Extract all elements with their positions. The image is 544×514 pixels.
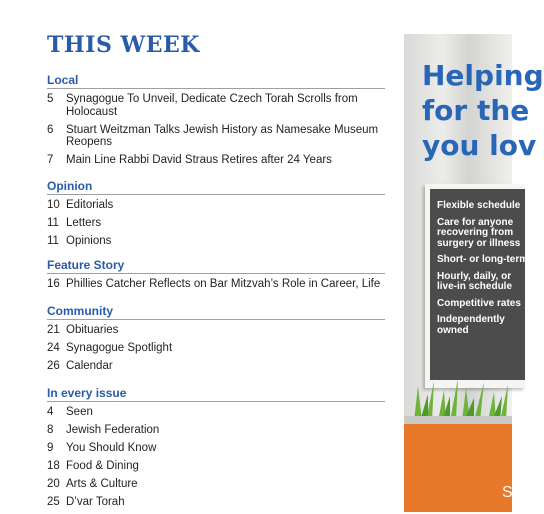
page-number: 25 (47, 496, 60, 508)
ad-feature: Flexible schedule (437, 200, 521, 211)
toc-entry[interactable] (47, 217, 385, 230)
entry-title: Stuart Weitzman Talks Jewish History as Namesake Museum Reopens (66, 123, 379, 148)
ad-headline (422, 58, 544, 163)
page-number: 6 (47, 123, 54, 136)
toc-entry[interactable] (47, 342, 385, 355)
section-feature-story (47, 258, 385, 296)
toc-entry[interactable] (47, 406, 385, 419)
toc-entry[interactable] (47, 93, 385, 118)
toc-entry[interactable] (47, 460, 385, 473)
page-number: 7 (47, 154, 54, 166)
toc-entry[interactable] (47, 360, 385, 373)
ad-headline-line: Helping (422, 59, 544, 92)
section-heading[interactable]: Feature Story (47, 258, 385, 274)
toc-entry[interactable] (47, 278, 385, 291)
ad-feature-panel (425, 184, 529, 388)
section-heading[interactable]: Opinion (47, 179, 385, 195)
advertisement[interactable] (404, 34, 544, 512)
page-number: 20 (47, 478, 60, 490)
toc-entry[interactable] (47, 478, 385, 491)
page-number: 26 (47, 360, 60, 372)
page-number: 4 (47, 406, 54, 418)
ad-feature-list (430, 189, 529, 380)
toc-entry[interactable] (47, 324, 385, 337)
entry-title: Calendar (66, 360, 113, 372)
toc-entry[interactable] (47, 235, 385, 248)
toc-entry[interactable] (47, 124, 385, 149)
entry-title: Phillies Catcher Reflects on Bar Mitzvah’s Role in Career, Life (66, 278, 381, 290)
entry-title: Letters (66, 217, 102, 229)
ad-headline-line: you lov (422, 129, 537, 162)
toc-entry[interactable] (47, 199, 385, 212)
page-number: 24 (47, 342, 60, 354)
ad-feature: Competitive rates (437, 297, 521, 309)
page-number: 11 (47, 235, 59, 247)
ad-headline-line: for the (422, 94, 530, 127)
ad-orange-band (404, 424, 512, 512)
entry-title: Jewish Federation (66, 424, 160, 436)
page-number: 10 (47, 199, 60, 211)
page-title: THIS WEEK (47, 32, 200, 58)
entry-title: Food & Dining (66, 460, 139, 472)
ad-orange-text: S (502, 484, 513, 501)
toc-entry[interactable] (47, 424, 385, 437)
ad-feature: Independently owned (437, 314, 505, 336)
ad-feature: Hourly, daily, or live-in schedule (437, 270, 513, 292)
entry-title: Arts & Culture (66, 478, 138, 490)
entry-title: Seen (66, 406, 93, 418)
page-number: 5 (47, 93, 54, 105)
entry-title: Obituaries (66, 324, 119, 336)
entry-title: Editorials (66, 199, 114, 211)
section-heading[interactable]: Community (47, 304, 385, 320)
entry-title: You Should Know (66, 442, 157, 454)
ad-feature: Care for anyone recovering from surgery or illness (437, 216, 521, 249)
page-number: 18 (47, 460, 60, 472)
entry-title: D’var Torah (66, 496, 125, 508)
section-heading[interactable]: In every issue (47, 386, 385, 402)
page-number: 21 (47, 324, 60, 336)
section-opinion (47, 179, 385, 253)
entry-title: Synagogue To Unveil, Dedicate Czech Torah Scrolls from Holocaust (66, 93, 358, 118)
section-community (47, 304, 385, 378)
page-number: 11 (47, 217, 59, 229)
section-in-every-issue (47, 386, 385, 514)
section-heading[interactable]: Local (47, 73, 385, 89)
toc-entry[interactable] (47, 154, 385, 167)
toc-entry[interactable] (47, 496, 385, 509)
page-number: 16 (47, 278, 60, 290)
page-number: 8 (47, 424, 54, 436)
entry-title: Opinions (66, 235, 112, 247)
ad-feature: Short- or long-term (437, 254, 529, 265)
entry-title: Main Line Rabbi David Straus Retires after 24 Years (66, 154, 332, 166)
ad-ledge (404, 416, 512, 424)
page-number: 9 (47, 442, 54, 454)
entry-title: Synagogue Spotlight (66, 342, 173, 354)
section-local (47, 73, 385, 172)
toc-entry[interactable] (47, 442, 385, 455)
